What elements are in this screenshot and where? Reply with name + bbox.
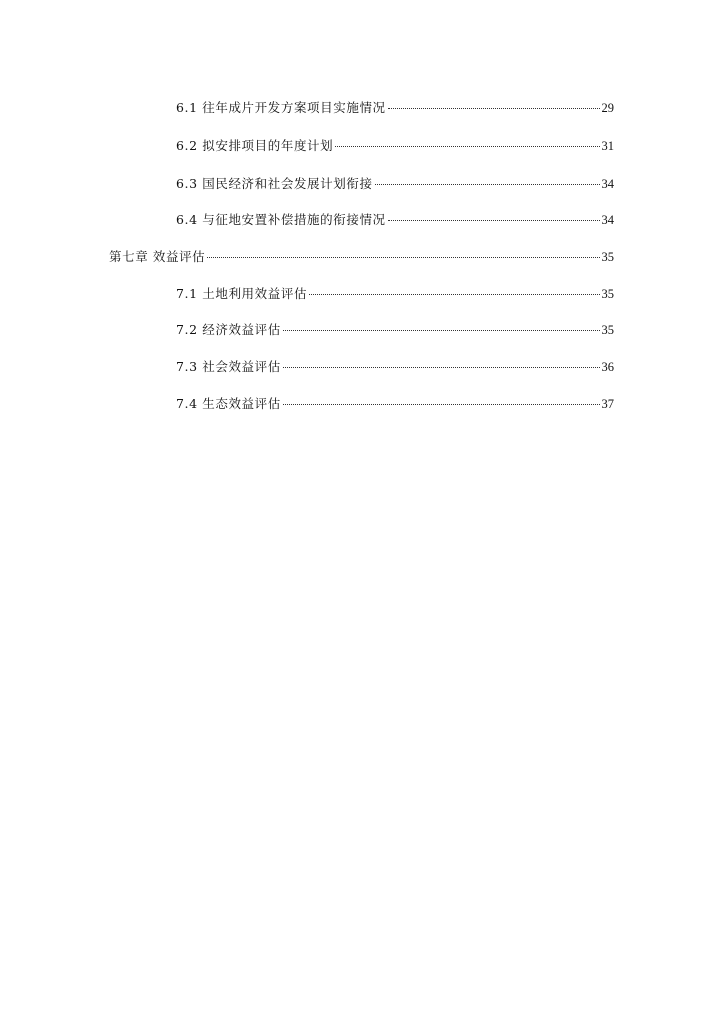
toc-page-number: 29 [601, 101, 614, 115]
toc-page-number: 36 [601, 360, 614, 374]
toc-page-number: 37 [601, 397, 614, 411]
toc-entry-6-3[interactable] [176, 173, 614, 195]
toc-chapter-label: 第七章 效益评估 [109, 249, 206, 264]
toc-entry-6-2[interactable] [176, 135, 614, 157]
toc-dot-leader [309, 293, 599, 295]
toc-entry-6-4[interactable] [176, 209, 614, 231]
toc-dot-leader [335, 145, 599, 147]
toc-dot-leader [388, 219, 600, 221]
toc-dot-leader [388, 107, 600, 109]
toc-dot-leader [375, 183, 600, 185]
toc-dot-leader [283, 403, 600, 405]
toc-entry-label: 7.4 生态效益评估 [176, 396, 281, 411]
toc-entry-chapter-7[interactable] [109, 246, 614, 268]
toc-entry-7-1[interactable] [176, 283, 614, 305]
toc-page-number: 35 [601, 250, 614, 264]
toc-page-number: 35 [601, 323, 614, 337]
toc-page-number: 35 [601, 287, 614, 301]
toc-entry-label: 6.3 国民经济和社会发展计划衔接 [176, 176, 373, 191]
toc-page-number: 31 [601, 139, 614, 153]
toc-entry-label: 7.3 社会效益评估 [176, 359, 281, 374]
toc-entry-7-4[interactable] [176, 393, 614, 415]
toc-page-number: 34 [601, 213, 614, 227]
toc-page-number: 34 [601, 177, 614, 191]
toc-entry-label: 6.2 拟安排项目的年度计划 [176, 138, 334, 153]
toc-entry-7-2[interactable] [176, 319, 614, 341]
toc-dot-leader [283, 366, 600, 368]
toc-entry-label: 7.1 土地利用效益评估 [176, 286, 308, 301]
toc-entry-label: 6.4 与征地安置补偿措施的衔接情况 [176, 212, 386, 227]
toc-dot-leader [283, 329, 600, 331]
toc-entry-7-3[interactable] [176, 356, 614, 378]
toc-entry-label: 6.1 往年成片开发方案项目实施情况 [176, 100, 386, 115]
toc-dot-leader [207, 256, 599, 258]
toc-entry-label: 7.2 经济效益评估 [176, 322, 281, 337]
toc-entry-6-1[interactable] [176, 97, 614, 119]
